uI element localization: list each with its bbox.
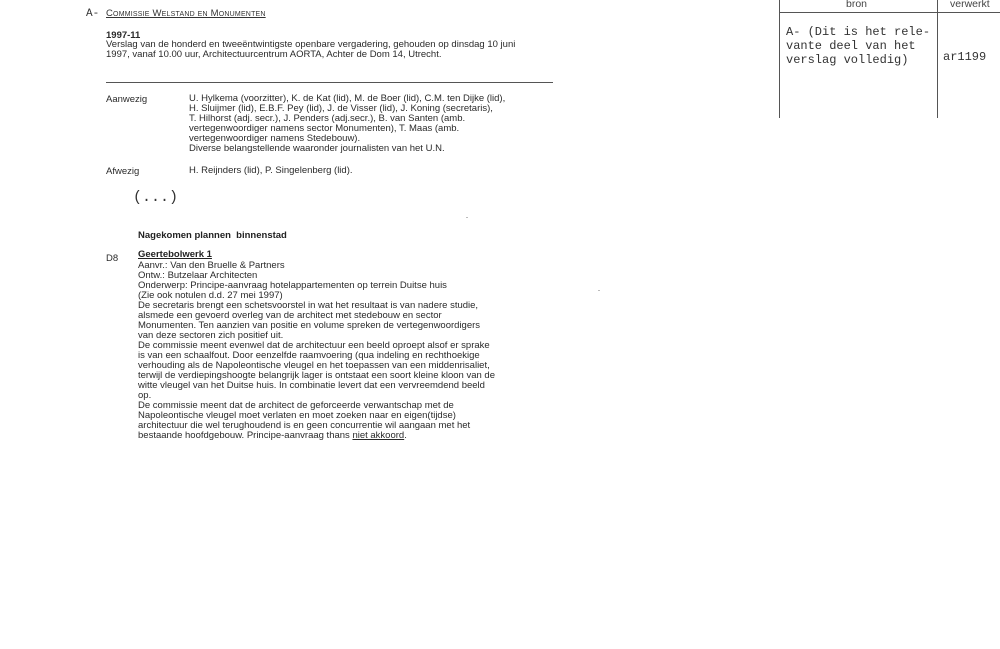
final-text: bestaande hoofdgebouw. Principe-aanvraag thans — [138, 430, 353, 441]
item-line: Onderwerp: Principe-aanvraag hotelappartementen op terrein Duitse huis — [138, 280, 447, 291]
meeting-number: 1997-11 — [106, 30, 141, 41]
item-line: architectuur die wel terughoudend is en geen concurrentie wil aangaan met het — [138, 420, 471, 431]
item-line: Monumenten. Ten aanzien van positie en volume spreken de vertegenwoordigers — [138, 320, 481, 331]
item-line-final — [138, 431, 495, 441]
item-code: D8 — [106, 253, 119, 264]
intro-line: 1997, vanaf 10.00 uur, Architectuurcentrum AORTA, Achter de Dom 14, Utrecht. — [106, 49, 442, 60]
margin-marker: A- — [86, 8, 100, 20]
note-line: vante deel van het — [786, 39, 916, 53]
absent-label: Afwezig — [106, 166, 140, 177]
processed-column-header: verwerkt — [950, 0, 990, 10]
present-line: vertegenwoordiger namens sector Monumenten), T. Maas (amb. — [189, 123, 460, 134]
item-line: op. — [138, 390, 152, 401]
committee-title: Commissie Welstand en Monumenten — [106, 8, 266, 19]
source-note — [786, 25, 930, 67]
item-line: is van een schaalfout. Door eenzelfde raamvoering (qua indeling en rechthoekige — [138, 350, 480, 361]
item-line: (Zie ook notulen d.d. 27 mei 1997) — [138, 290, 283, 301]
section-title: Nagekomen plannen binnenstad — [138, 230, 287, 241]
table-top-rule — [779, 12, 1000, 13]
omission-marker: (...) — [133, 189, 179, 206]
item-line: witte vleugel van het Duitse huis. In combinatie levert dat een vervreemdend beeld — [138, 380, 485, 391]
meeting-intro — [106, 40, 515, 60]
absent-list: H. Reijnders (lid), P. Singelenberg (lid). — [189, 165, 353, 176]
scan-speck — [466, 217, 468, 218]
present-line: H. Sluijmer (lid), E.B.F. Pey (lid), J. de Visser (lid), J. Koning (secretaris), — [189, 103, 493, 114]
item-line: verhouding als de Napoleontische vleugel en het toepassen van een middenrisaliet, — [138, 360, 490, 371]
item-line: terwijl de verdiepingshoogte belangrijk lager is ontstaat een soort kleine kloon van de — [138, 370, 495, 381]
present-line: vertegenwoordiger namens Stedebouw). — [189, 133, 361, 144]
present-label: Aanwezig — [106, 94, 148, 105]
item-line: De commissie meent evenwel dat de architectuur een beeld oproept alsof er sprake — [138, 340, 490, 351]
present-list — [189, 94, 505, 154]
item-line: Ontw.: Butzelaar Architecten — [138, 270, 258, 281]
item-line: De secretaris brengt een schetsvoorstel in wat het resultaat is van nadere studie, — [138, 300, 479, 311]
present-line: T. Hilhorst (adj. secr.), J. Penders (adj.secr.), B. van Santen (amb. — [189, 113, 466, 124]
table-left-rule — [779, 0, 780, 118]
item-line: De commissie meent dat de architect de geforceerde verwantschap met de — [138, 400, 454, 411]
scan-speck — [598, 290, 600, 291]
intro-line: Verslag van de honderd en tweeëntwintigste openbare vergadering, gehouden op dinsdag 10 juni — [106, 39, 516, 50]
source-column-header: bron — [846, 0, 868, 10]
note-line: verslag volledig) — [786, 53, 909, 67]
divider-rule — [106, 82, 553, 83]
present-line: U. Hylkema (voorzitter), K. de Kat (lid), M. de Boer (lid), C.M. ten Dijke (lid), — [189, 93, 506, 104]
item-title: Geertebolwerk 1 — [138, 249, 212, 260]
archive-reference: ar1199 — [943, 50, 987, 64]
item-line: alsmede een gevoerd overleg van de architect met stedebouw en sector — [138, 310, 442, 321]
table-mid-rule — [937, 0, 938, 118]
verdict: niet akkoord — [352, 430, 405, 441]
final-period: . — [404, 430, 407, 441]
item-line: Napoleontische vleugel moet verlaten en moet zoeken naar en eigen(tijdse) — [138, 410, 456, 421]
note-line: A- (Dit is het rele- — [786, 25, 931, 39]
item-line: Aanvr.: Van den Bruelle & Partners — [138, 260, 285, 271]
item-line: van deze sectoren zich positief uit. — [138, 330, 284, 341]
present-line: Diverse belangstellende waaronder journalisten van het U.N. — [189, 143, 445, 154]
item-body — [138, 261, 495, 441]
